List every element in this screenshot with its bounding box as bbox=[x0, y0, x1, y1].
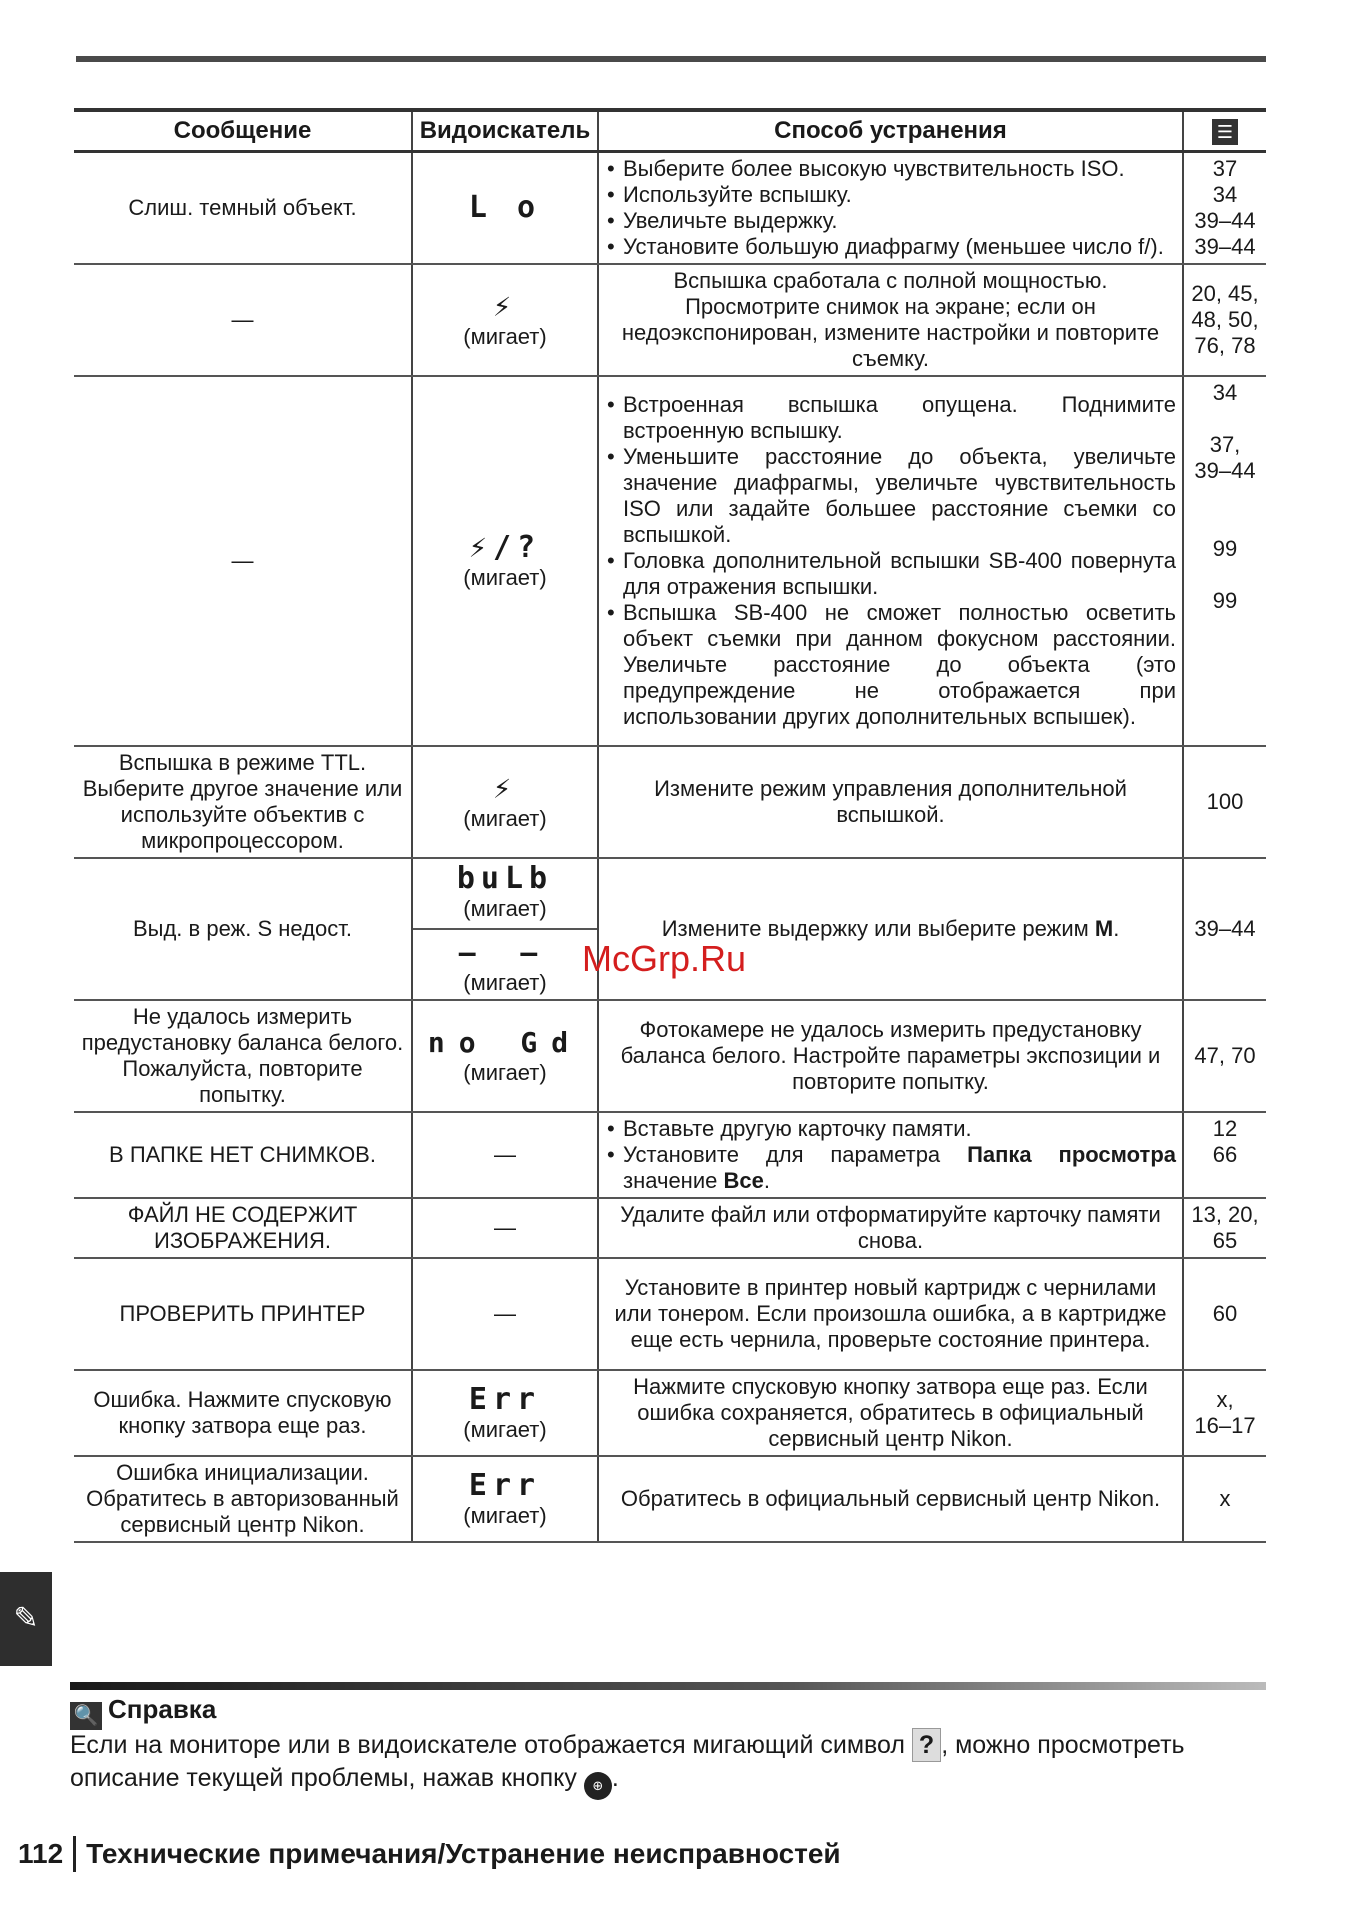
solution-cell: Вспышка сработала с полной мощностью. Просмотрите снимок на экране; если он недоэкспонирован, измените настройки и повторите съемку. bbox=[598, 264, 1183, 376]
message-cell: В ПАПКЕ НЕТ СНИМКОВ. bbox=[74, 1112, 412, 1198]
table-row bbox=[74, 264, 1266, 376]
flash-icon: ⚡ bbox=[492, 771, 518, 806]
note-heading bbox=[70, 1694, 216, 1730]
list-item: • Головка дополнительной вспышки SB-400 повернута для отражения вспышки. bbox=[605, 548, 1176, 600]
message-cell: — bbox=[74, 376, 412, 746]
pages-cell bbox=[1183, 264, 1266, 376]
message-cell: Ошибка инициализации. Обратитесь в авторизованный сервисный центр Nikon. bbox=[74, 1456, 412, 1542]
table-row bbox=[74, 376, 1266, 746]
table-row bbox=[74, 1456, 1266, 1542]
list-item: • Установите для параметра Папка просмотра значение Все. bbox=[605, 1142, 1176, 1194]
page-ref: 76, 78 bbox=[1194, 333, 1256, 358]
message-cell: ФАЙЛ НЕ СОДЕРЖИТ ИЗОБРАЖЕНИЯ. bbox=[74, 1198, 412, 1258]
blink-label: (мигает) bbox=[463, 1417, 547, 1442]
solution-cell: Удалите файл или отформатируйте карточку памяти снова. bbox=[598, 1198, 1183, 1258]
table-row bbox=[74, 1258, 1266, 1370]
blink-label: (мигает) bbox=[463, 565, 547, 590]
page-ref: 48, 50, bbox=[1191, 307, 1259, 332]
viewfinder-cell bbox=[412, 376, 598, 746]
solution-cell bbox=[598, 152, 1183, 265]
pages-cell: 39–44 bbox=[1183, 858, 1266, 1000]
pages-cell bbox=[1183, 152, 1266, 265]
page-ref: 99 bbox=[1212, 536, 1238, 561]
side-tab-notes-icon: ✎ bbox=[0, 1572, 52, 1666]
table-header-row bbox=[74, 110, 1266, 152]
solution-cell: Измените выдержку или выберите режим M. bbox=[598, 858, 1183, 1000]
message-cell: Ошибка. Нажмите спусковую кнопку затвора еще раз. bbox=[74, 1370, 412, 1456]
blink-label: (мигает) bbox=[463, 896, 547, 921]
pages-cell: 100 bbox=[1183, 746, 1266, 858]
note-text: Если на мониторе или в видоискателе отображается мигающий символ ? , можно просмотреть описание текущей проблемы, нажав кнопку ⊕ . bbox=[70, 1728, 1260, 1800]
solution-cell bbox=[598, 376, 1183, 746]
list-item: • Вставьте другую карточку памяти. bbox=[605, 1116, 1176, 1142]
list-item: • Выберите более высокую чувствительность ISO. bbox=[605, 156, 1176, 182]
viewfinder-cell: — bbox=[412, 1198, 598, 1258]
note-divider bbox=[70, 1682, 1266, 1690]
viewfinder-dashes-indicator: – – bbox=[458, 936, 552, 969]
page-ref: 65 bbox=[1212, 1228, 1238, 1253]
viewfinder-cell bbox=[412, 1370, 598, 1456]
page-ref: 34 bbox=[1212, 182, 1238, 207]
blink-label: (мигает) bbox=[463, 806, 547, 831]
list-item: • Используйте вспышку. bbox=[605, 182, 1176, 208]
page-ref: 20, 45, bbox=[1191, 281, 1259, 306]
table-row bbox=[74, 1000, 1266, 1112]
message-cell: Вспышка в режиме TTL. Выберите другое значение или используйте объектив с микропроцессором. bbox=[74, 746, 412, 858]
message-cell: — bbox=[74, 264, 412, 376]
pages-cell: 47, 70 bbox=[1183, 1000, 1266, 1112]
page-ref: 37 bbox=[1212, 156, 1238, 181]
table-row bbox=[74, 746, 1266, 858]
zoom-button-icon: ⊕ bbox=[584, 1772, 612, 1800]
table-row bbox=[74, 1198, 1266, 1258]
message-cell: Выд. в реж. S недост. bbox=[74, 858, 412, 1000]
list-item: • Вспышка SB-400 не сможет полностью осветить объект съемки при данном фокусном расстоянии. Увеличьте расстояние до объекта (это предупреждение не отображается при использовании других дополнительных вспышек). bbox=[605, 600, 1176, 730]
page-ref: 34 bbox=[1212, 380, 1238, 405]
section-title: Технические примечания/Устранение неисправностей bbox=[86, 1838, 841, 1869]
viewfinder-err-indicator: Err bbox=[468, 1382, 542, 1417]
table-row bbox=[74, 152, 1266, 265]
pages-cell: 60 bbox=[1183, 1258, 1266, 1370]
message-cell: Слиш. темный объект. bbox=[74, 152, 412, 265]
solution-cell: Установите в принтер новый картридж с чернилами или тонером. Если произошла ошибка, а в картридже еще есть чернила, проверьте состояние принтера. bbox=[598, 1258, 1183, 1370]
page-ref: 39–44 bbox=[1194, 234, 1256, 259]
pages-cell bbox=[1183, 1198, 1266, 1258]
blink-label: (мигает) bbox=[463, 1503, 547, 1528]
pages-cell bbox=[1183, 1370, 1266, 1456]
header-pages bbox=[1183, 110, 1266, 152]
message-cell: ПРОВЕРИТЬ ПРИНТЕР bbox=[74, 1258, 412, 1370]
solution-cell: Измените режим управления дополнительной вспышкой. bbox=[598, 746, 1183, 858]
mode-m-label: M bbox=[1094, 916, 1114, 941]
page-ref: 39–44 bbox=[1194, 208, 1256, 233]
viewfinder-cell bbox=[412, 858, 598, 1000]
page-ref: 13, 20, bbox=[1191, 1202, 1259, 1227]
page-footer bbox=[18, 1836, 841, 1872]
header-viewfinder: Видоискатель bbox=[412, 110, 598, 152]
viewfinder-cell bbox=[412, 264, 598, 376]
message-cell: Не удалось измерить предустановку баланса белого. Пожалуйста, повторите попытку. bbox=[74, 1000, 412, 1112]
blink-label: (мигает) bbox=[463, 970, 547, 995]
list-item: • Увеличьте выдержку. bbox=[605, 208, 1176, 234]
guide-icon: ☰ bbox=[1212, 119, 1238, 145]
magnifier-icon: 🔍 bbox=[70, 1702, 102, 1730]
viewfinder-cell bbox=[412, 746, 598, 858]
header-message: Сообщение bbox=[74, 110, 412, 152]
page-ref: x, bbox=[1216, 1387, 1234, 1412]
page-number: 112 bbox=[18, 1836, 76, 1872]
solution-cell: Нажмите спусковую кнопку затвора еще раз. Если ошибка сохраняется, обратитесь в официальный сервисный центр Nikon. bbox=[598, 1370, 1183, 1456]
table-row bbox=[74, 1112, 1266, 1198]
page-ref: 99 bbox=[1212, 588, 1238, 613]
viewfinder-cell: — bbox=[412, 1112, 598, 1198]
top-rule bbox=[76, 56, 1266, 62]
viewfinder-cell: — bbox=[412, 1258, 598, 1370]
viewfinder-nogd-indicator: no Gd bbox=[427, 1026, 583, 1059]
pages-cell bbox=[1183, 1112, 1266, 1198]
list-item: • Уменьшите расстояние до объекта, увеличьте значение диафрагмы, увеличьте чувствительность ISO или задайте большее расстояние съемки со вспышкой. bbox=[605, 444, 1176, 548]
viewfinder-lo-indicator: L o bbox=[468, 190, 542, 225]
page-ref: 66 bbox=[1212, 1142, 1238, 1167]
viewfinder-err-indicator: Err bbox=[468, 1468, 542, 1503]
help-symbol-icon: ? bbox=[912, 1728, 941, 1762]
header-solution: Способ устранения bbox=[598, 110, 1183, 152]
page-ref: 39–44 bbox=[1194, 458, 1256, 483]
table-row bbox=[74, 1370, 1266, 1456]
troubleshooting-table bbox=[74, 108, 1266, 1543]
page-ref: 16–17 bbox=[1194, 1413, 1256, 1438]
page-ref: 37, bbox=[1209, 432, 1241, 457]
viewfinder-cell bbox=[412, 1456, 598, 1542]
list-item: • Встроенная вспышка опущена. Поднимите встроенную вспышку. bbox=[605, 392, 1176, 444]
solution-cell: Обратитесь в официальный сервисный центр Nikon. bbox=[598, 1456, 1183, 1542]
blink-label: (мигает) bbox=[463, 1060, 547, 1085]
pages-cell: x bbox=[1183, 1456, 1266, 1542]
note-title: Справка bbox=[108, 1694, 217, 1724]
list-item: • Установите большую диафрагму (меньшее число f/). bbox=[605, 234, 1176, 260]
solution-cell bbox=[598, 1112, 1183, 1198]
pages-cell bbox=[1183, 376, 1266, 746]
viewfinder-bulb-indicator: buLb bbox=[456, 861, 554, 896]
page-ref: 12 bbox=[1212, 1116, 1238, 1141]
flash-icon: ⚡ bbox=[492, 289, 518, 324]
viewfinder-cell bbox=[412, 1000, 598, 1112]
solution-cell: Фотокамере не удалось измерить предустановку баланса белого. Настройте параметры экспозиции и повторите попытку. bbox=[598, 1000, 1183, 1112]
viewfinder-cell bbox=[412, 152, 598, 265]
blink-label: (мигает) bbox=[463, 324, 547, 349]
watermark: McGrp.Ru bbox=[582, 938, 747, 979]
flash-help-icon: ⚡/? bbox=[468, 530, 542, 565]
